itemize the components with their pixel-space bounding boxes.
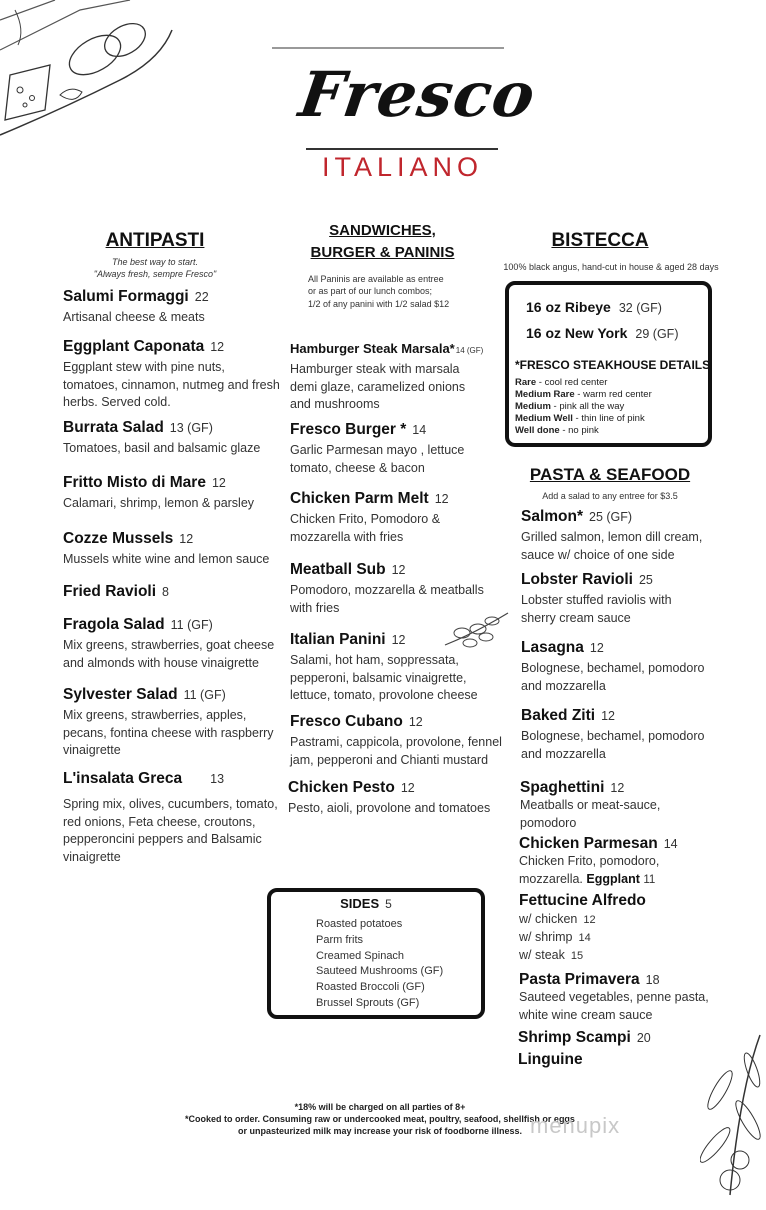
item-price: 25 <box>638 573 653 587</box>
sides-title: SIDES <box>340 896 380 911</box>
item-desc: Mix greens, strawberries, goat cheese and almonds with house vinaigrette <box>63 638 275 670</box>
item-desc: Bolognese, bechamel, pomodoro and mozzarella <box>521 729 705 761</box>
footer-raw-warning-1: *Cooked to order. Consuming raw or undercooked meat, poultry, seafood, shellfish or eggs <box>185 1114 575 1124</box>
steak-name: 16 oz New York <box>526 325 628 341</box>
antipasti-tagline-1: The best way to start. <box>111 257 199 267</box>
item-price: 12 <box>610 781 625 795</box>
item-name: Shrimp Scampi <box>518 1029 631 1046</box>
doneness-medium-rare: Medium Rare - warm red center <box>515 389 652 400</box>
item-desc: Chicken Frito, pomodoro, mozzarella. Eggplant 11 <box>519 854 660 886</box>
item-name: Fettucine Alfredo <box>519 892 646 909</box>
item-price: 12 <box>408 715 423 729</box>
option-chicken: w/ chicken 12 <box>519 912 596 926</box>
item-name: Fresco Burger * <box>290 421 407 438</box>
side-item: Creamed Spinach <box>316 949 405 962</box>
menu-item-lasagna <box>521 639 721 695</box>
doneness-well-done: Well done - no pink <box>515 425 599 436</box>
option-steak: w/ steak 15 <box>519 948 584 962</box>
sides-list <box>316 917 443 1012</box>
item-price: 18 <box>645 973 660 987</box>
side-item: Sauteed Mushrooms (GF) <box>316 965 444 978</box>
item-name: Fried Ravioli <box>63 583 157 600</box>
item-price: 22 <box>194 290 209 304</box>
sandwiches-title-1: SANDWICHES, <box>329 222 436 239</box>
item-desc: Garlic Parmesan mayo , lettuce tomato, cheese & bacon <box>290 443 465 475</box>
menu-item-salmon <box>521 508 721 564</box>
item-name: Fresco Cubano <box>290 713 403 730</box>
sides-header <box>271 895 481 913</box>
item-name: Fragola Salad <box>63 616 165 633</box>
item-desc: Calamari, shrimp, lemon & parsley <box>63 496 255 510</box>
menu-item-chicken-pesto <box>288 779 503 818</box>
item-desc: Eggplant stew with pine nuts, tomatoes, cinnamon, nutmeg and fresh herbs. Served cold. <box>63 360 280 409</box>
item-desc: Mussels white wine and lemon sauce <box>63 552 270 566</box>
sandwiches-note-1: All Paninis are available as entree <box>308 274 444 284</box>
item-price: 20 <box>636 1031 651 1045</box>
watermark: menupix <box>530 1113 621 1138</box>
bistecca-title: BISTECCA <box>551 230 649 251</box>
item-name: Cozze Mussels <box>63 530 174 547</box>
menu-item-chicken-parmesan <box>519 835 719 889</box>
eggplant-option: Eggplant <box>586 871 640 886</box>
item-name: Salmon* <box>521 508 584 525</box>
item-name: Meatball Sub <box>290 561 386 578</box>
menu-item-chicken-parm-melt <box>290 490 490 546</box>
item-desc: Mix greens, strawberries, apples, pecans, fontina cheese with raspberry vinaigrette <box>63 708 274 757</box>
steak-price: 32 (GF) <box>618 301 662 315</box>
menu-item-fried-ravioli <box>63 583 283 601</box>
steak-price: 29 (GF) <box>635 327 679 341</box>
header-rule <box>272 47 504 49</box>
menu-item-fresco-cubano <box>290 713 505 769</box>
menu-item-eggplant-caponata <box>63 338 283 412</box>
item-desc: Chicken Frito, Pomodoro & mozzarella with fries <box>290 512 441 544</box>
menu-item-salumi-formaggi <box>63 288 283 327</box>
menu-item-sylvester-salad <box>63 686 285 760</box>
menu-item-shrimp-scampi <box>518 1029 718 1069</box>
menu-item-meatball-sub <box>290 561 500 617</box>
item-desc: Sauteed vegetables, penne pasta, white wine cream sauce <box>519 990 709 1022</box>
eggplant-price: 11 <box>643 873 656 886</box>
item-price: 12 <box>400 781 415 795</box>
sandwiches-note-3: 1/2 of any panini with 1/2 salad $12 <box>308 299 450 309</box>
item-name: Chicken Parm Melt <box>290 490 429 507</box>
item-price: 14 <box>412 423 427 437</box>
steak-ribeye <box>526 299 662 317</box>
menu-item-burrata-salad <box>63 419 283 458</box>
antipasti-tagline-2: "Always fresh, sempre Fresco" <box>93 269 217 279</box>
item-desc: Hamburger steak with marsala demi glaze, caramelized onions and mushrooms <box>290 362 466 411</box>
item-name: Pasta Primavera <box>519 971 640 988</box>
menu-item-fritto-misto <box>63 474 283 513</box>
menu-item-italian-panini <box>290 631 500 705</box>
logo-title: Fresco <box>294 58 541 131</box>
item-price: 12 <box>589 641 604 655</box>
menu-item-baked-ziti <box>521 707 721 763</box>
item-name: Chicken Parmesan <box>519 835 658 852</box>
item-name-line2: Linguine <box>518 1051 583 1068</box>
item-price: 11 (GF) <box>183 688 226 702</box>
item-name: Salumi Formaggi <box>63 288 189 305</box>
sides-price: 5 <box>385 897 392 911</box>
steak-details-list <box>515 377 652 437</box>
menu-item-cozze-mussels <box>63 530 283 569</box>
item-name: Burrata Salad <box>63 419 164 436</box>
side-item: Roasted potatoes <box>316 918 403 930</box>
menu-item-insalata-greca <box>63 770 283 866</box>
item-price: 12 <box>211 476 226 490</box>
doneness-rare: Rare - cool red center <box>515 377 608 388</box>
item-desc: Lobster stuffed raviolis with sherry cream sauce <box>521 593 672 625</box>
item-desc: Artisanal cheese & meats <box>63 310 205 324</box>
item-price: 25 (GF) <box>589 510 633 524</box>
item-price: 12 <box>601 709 615 723</box>
item-price: 11 (GF) <box>170 618 213 632</box>
steak-box <box>505 281 712 447</box>
item-price: 13 <box>210 772 225 786</box>
item-price: 12 <box>391 633 406 647</box>
side-item: Brussel Sprouts (GF) <box>316 996 420 1009</box>
menu-item-hamburger-steak <box>290 341 505 414</box>
steak-details-title: *FRESCO STEAKHOUSE DETAILS <box>515 358 711 372</box>
doneness-medium: Medium - pink all the way <box>515 401 625 412</box>
footer-gratuity-note: *18% will be charged on all parties of 8+ <box>294 1102 466 1112</box>
item-price: 14 (GF) <box>455 346 484 355</box>
item-desc: Pesto, aioli, provolone and tomatoes <box>288 801 491 815</box>
bistecca-note: 100% black angus, hand-cut in house & aged 28 days <box>503 262 719 272</box>
item-desc: Salami, hot ham, soppressata, pepperoni, balsamic vinaigrette, lettuce, tomato, provolone cheese <box>290 653 478 702</box>
item-name: Sylvester Salad <box>63 686 178 703</box>
side-item: Parm frits <box>316 933 364 946</box>
side-item: Roasted Broccoli (GF) <box>316 981 425 994</box>
item-name: Spaghettini <box>520 779 605 796</box>
menu-item-lobster-ravioli <box>521 571 721 627</box>
item-name: Baked Ziti <box>521 707 596 724</box>
sandwiches-title-2: BURGER & PANINIS <box>310 244 455 261</box>
item-price: 12 <box>434 492 449 506</box>
item-name: Fritto Misto di Mare <box>63 474 206 491</box>
pasta-title: PASTA & SEAFOOD <box>529 465 691 484</box>
menu-item-fettucine-alfredo <box>519 892 719 965</box>
footer-raw-warning-2: or unpasteurized milk may increase your risk of foodborne illness. <box>237 1126 523 1136</box>
item-price: 14 <box>663 837 678 851</box>
menu-item-spaghettini <box>520 779 720 832</box>
menu-item-pasta-primavera <box>519 971 719 1024</box>
item-name: Hamburger Steak Marsala* <box>290 341 455 356</box>
item-desc: Grilled salmon, lemon dill cream, sauce w/ choice of one side <box>521 530 703 562</box>
item-desc: Bolognese, bechamel, pomodoro and mozzarella <box>521 661 705 693</box>
option-shrimp: w/ shrimp 14 <box>519 930 591 944</box>
antipasti-title: ANTIPASTI <box>105 230 205 251</box>
item-name: Lasagna <box>521 639 584 656</box>
item-desc: Pastrami, cappicola, provolone, fennel jam, pepperoni and Chianti mustard <box>290 735 502 767</box>
item-name: Chicken Pesto <box>288 779 395 796</box>
sides-box <box>267 888 485 1019</box>
fettucine-options <box>519 911 719 965</box>
item-price: 12 <box>179 532 194 546</box>
item-price: 8 <box>162 585 169 599</box>
logo-subtitle: ITALIANO <box>321 152 484 182</box>
item-name: L'insalata Greca <box>63 770 183 787</box>
doneness-medium-well: Medium Well - thin line of pink <box>515 413 645 424</box>
item-price: 12 <box>210 340 225 354</box>
item-price: 13 (GF) <box>169 421 213 435</box>
item-desc: Pomodoro, mozzarella & meatballs with fries <box>290 583 484 615</box>
steak-new-york <box>526 325 678 343</box>
item-desc: Meatballs or meat-sauce, pomodoro <box>520 798 661 830</box>
item-name: Lobster Ravioli <box>521 571 633 588</box>
steak-name: 16 oz Ribeye <box>526 299 611 315</box>
sandwiches-note-2: or as part of our lunch combos; <box>308 286 433 296</box>
logo-underline <box>306 148 498 150</box>
item-desc: Tomatoes, basil and balsamic glaze <box>63 441 261 455</box>
item-desc: Spring mix, olives, cucumbers, tomato, red onions, Feta cheese, croutons, pepperoncini peppers and Balsamic vinaigrette <box>63 797 278 864</box>
menu-item-fresco-burger <box>290 421 490 477</box>
item-price: 12 <box>391 563 406 577</box>
pasta-note: Add a salad to any entree for $3.5 <box>542 491 678 501</box>
item-name: Italian Panini <box>290 631 386 648</box>
cheese-board-illustration <box>0 0 175 145</box>
item-name: Eggplant Caponata <box>63 338 205 355</box>
menu-item-fragola-salad <box>63 616 283 672</box>
